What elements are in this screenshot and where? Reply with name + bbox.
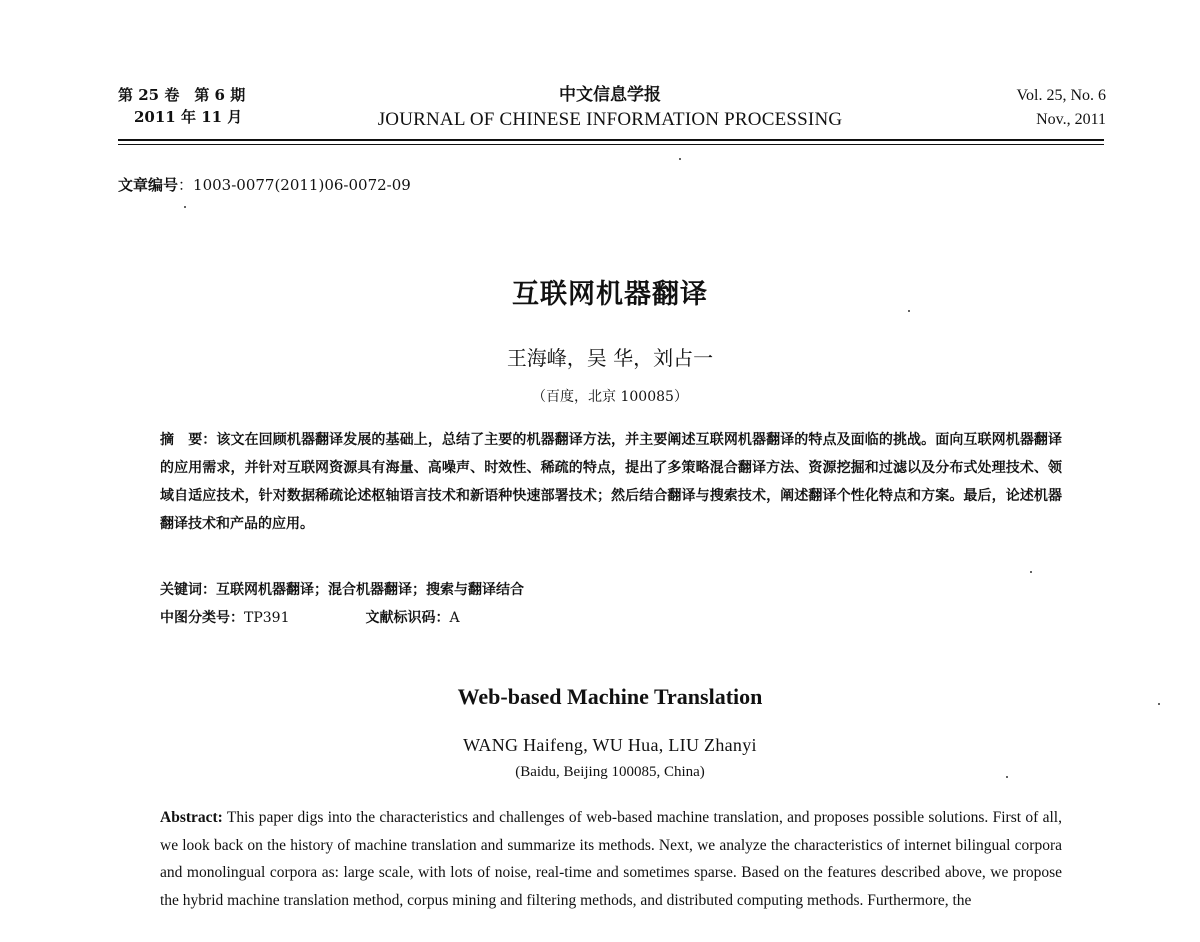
affiliation-en: (Baidu, Beijing 100085, China) [515,764,705,780]
scan-speck [1030,571,1032,573]
affiliation-cn: （百度，北京 100085） [532,389,688,405]
article-number: 文章编号：1003-0077(2011)06-0072-09 [118,176,411,194]
abstract-en-label: Abstract: [160,809,223,826]
abstract-cn [160,426,1062,538]
scan-speck [679,158,681,160]
doc-code-value: A [449,610,460,626]
journal-name-block [300,84,920,134]
journal-title-cn: 中文信息学报 [559,85,661,105]
paper-title-cn: 互联网机器翻译 [512,279,708,310]
abstract-en [160,804,1062,914]
vol-en: Vol. 25, No. 6 [1016,87,1106,104]
header-vol-en-block [1017,84,1107,132]
header-rule-thick [118,139,1104,141]
abstract-en-text: This paper digs into the characteristics and challenges of web-based machine translation, and proposes possible solutions. First of all, we look back on the history of machine translation and summarize its methods. Next, we analyze the characteristics of internet bilingual corpora and monolingual corpora as: large scale, with lots of noise, real-time and sometimes sparse. Based on the features described above, we propose the hybrid machine translation method, corpus mining and filtering methods, and distributed computing methods. Furthermore, the [160,809,1062,909]
authors-cn: 王海峰，吴 华，刘占一 [506,346,714,370]
keywords-cn-label: 关键词： [160,582,216,598]
date-en: Nov., 2011 [1036,111,1106,128]
keywords-cn [160,576,1062,604]
scan-speck [1006,776,1008,778]
journal-title-en: JOURNAL OF CHINESE INFORMATION PROCESSING [377,109,843,130]
classification-cn [160,604,1062,632]
scan-speck [184,206,186,208]
class-value: TP391 [244,610,290,626]
keywords-cn-text: 互联网机器翻译；混合机器翻译；搜索与翻译结合 [216,582,524,598]
header-rule-thin [118,144,1104,145]
class-label: 中图分类号： [160,610,244,626]
volume-issue: 第 25 卷 第 6 期 [118,86,246,104]
abstract-cn-label: 摘 要： [160,432,217,448]
abstract-cn-text: 该文在回顾机器翻译发展的基础上，总结了主要的机器翻译方法，并主要阐述互联网机器翻译的特点及面临的挑战。面向互联网机器翻译的应用需求，并针对互联网资源具有海量、高噪声、时效性、稀疏的特点，提出了多策略混合翻译方法、资源挖掘和过滤以及分布式处理技术、领域自适应技术，针对数据稀疏论述枢轴语言技术和新语种快速部署技术；然后结合翻译与搜索技术，阐述翻译个性化特点和方案。最后，论述机器翻译技术和产品的应用。 [160,432,1063,532]
doc-code-label: 文献标识码： [365,610,450,626]
date-cn: 2011 年 11 月 [134,108,243,126]
authors-en: WANG Haifeng, WU Hua, LIU Zhanyi [463,735,757,755]
article-number-label: 文章编号 [118,176,179,194]
paper-title-en: Web-based Machine Translation [457,684,763,709]
scan-speck [1158,703,1160,705]
article-number-value: 1003-0077(2011)06-0072-09 [193,176,411,194]
header-volume-block [118,84,245,128]
